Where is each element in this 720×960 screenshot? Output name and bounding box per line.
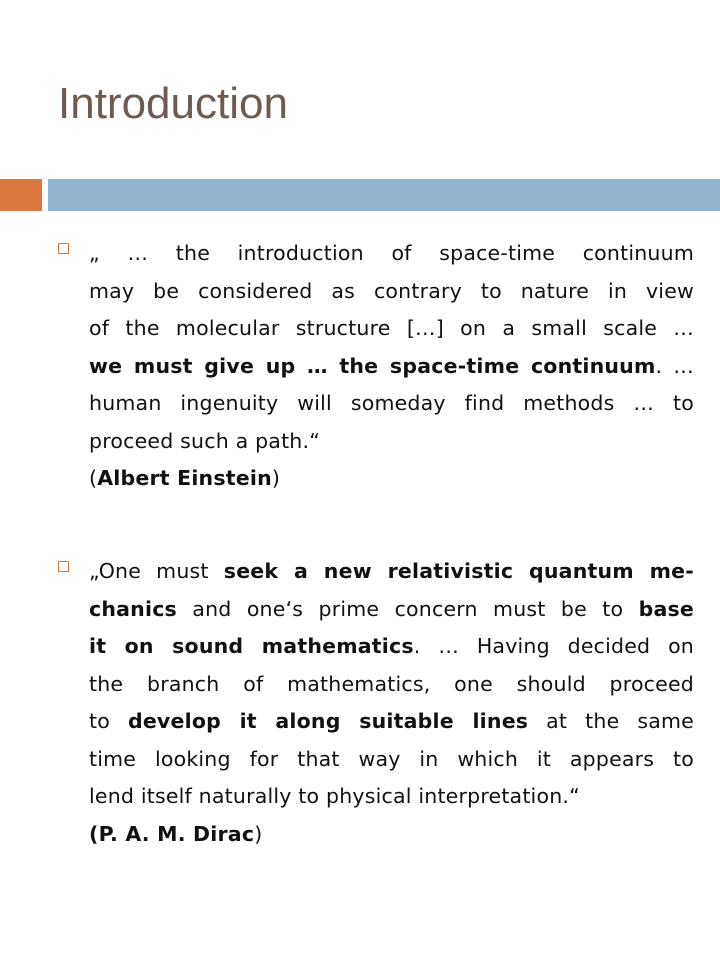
quote-line bbox=[89, 553, 694, 591]
credit-close-paren: ) bbox=[271, 466, 281, 490]
accent-bar-orange bbox=[0, 179, 42, 211]
quote-line bbox=[89, 348, 694, 386]
square-bullet-icon bbox=[58, 561, 69, 572]
quote-text bbox=[89, 553, 694, 853]
quote-credit bbox=[89, 816, 694, 854]
quote-segment: we must give up … the space-time continuum bbox=[89, 353, 656, 378]
quote-line bbox=[89, 310, 694, 348]
quote-line bbox=[89, 703, 694, 741]
quote-credit bbox=[89, 460, 694, 498]
quote-segment: seek a new relativistic quantum me- bbox=[223, 559, 694, 583]
quote-segment: proceed such a path.“ bbox=[89, 428, 321, 453]
quote-segment: „ … the introduction of space-time continuum bbox=[89, 241, 694, 265]
quote-segment: and one‘s prime concern must be to bbox=[176, 596, 639, 621]
quote-line bbox=[89, 591, 694, 629]
quote-line bbox=[89, 666, 694, 704]
quote-line bbox=[89, 235, 694, 273]
quote-line bbox=[89, 778, 694, 816]
quote-segment: . … Having decided on bbox=[413, 634, 695, 658]
quote-line bbox=[89, 423, 694, 461]
quote-segment: of the molecular structure […] on a small scale … bbox=[89, 316, 694, 340]
accent-bar-blue bbox=[48, 179, 720, 211]
quote-line bbox=[89, 741, 694, 779]
quote-segment: the branch of mathematics, one should proceed bbox=[89, 671, 694, 696]
quote-segment: to bbox=[89, 709, 128, 733]
quote-segment: . … bbox=[655, 353, 694, 378]
quote-line bbox=[89, 628, 694, 666]
quote-segment: at the same bbox=[528, 709, 694, 733]
quote-segment: it on sound mathematics bbox=[89, 634, 414, 658]
quote-segment: human ingenuity will someday find methods … to bbox=[89, 391, 694, 415]
slide-title: Introduction bbox=[58, 79, 288, 128]
quote-line bbox=[89, 385, 694, 423]
credit-author-name: Albert Einstein bbox=[97, 466, 272, 490]
quote-segment: chanics bbox=[89, 596, 177, 621]
quote-segment: base bbox=[638, 596, 694, 621]
credit-close-paren: ) bbox=[254, 821, 263, 846]
quote-text bbox=[89, 235, 694, 498]
quote-segment: may be considered as contrary to nature in view bbox=[89, 278, 694, 303]
quote-segment: „One must bbox=[89, 559, 224, 583]
quote-segment: develop it along suitable lines bbox=[127, 709, 529, 733]
quote-segment: lend itself naturally to physical interpretation.“ bbox=[89, 784, 580, 808]
quote-line bbox=[89, 273, 694, 311]
credit-open-paren: ( bbox=[89, 466, 98, 490]
square-bullet-icon bbox=[58, 243, 69, 254]
credit-author-name: (P. A. M. Dirac bbox=[89, 821, 255, 846]
quote-segment: time looking for that way in which it appears to bbox=[89, 746, 694, 771]
